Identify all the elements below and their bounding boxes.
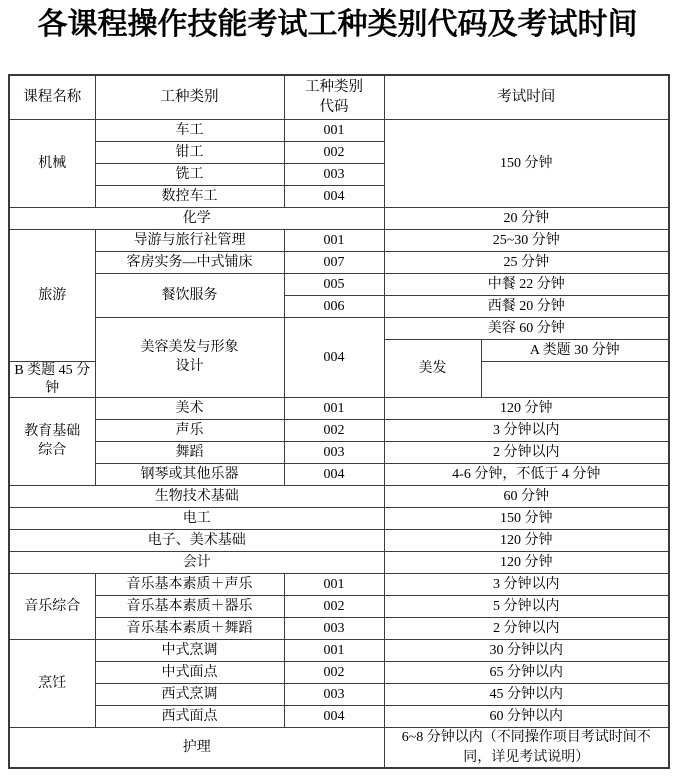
education-course-cell (9, 398, 95, 486)
machinery-course-cell: 机械 (9, 120, 95, 208)
time-cell: 120 分钟 (384, 398, 669, 420)
time-cell: 中餐 22 分钟 (384, 274, 669, 296)
table-row (9, 208, 669, 230)
table-row (9, 574, 669, 596)
exam-table (8, 74, 670, 769)
electrician-label-cell: 电工 (9, 508, 384, 530)
page-title: 各课程操作技能考试工种类别代码及考试时间 (37, 8, 638, 41)
time-cell: 150 分钟 (384, 120, 669, 208)
worktype-cell: 中式面点 (95, 662, 284, 684)
nursing-label-cell: 护理 (9, 728, 384, 769)
time-cell: B 类题 45 分钟 (9, 362, 95, 398)
hairdressing-label-cell: 美发 (384, 340, 481, 398)
worktype-cell: 音乐基本素质＋舞蹈 (95, 618, 284, 640)
table-row (9, 530, 669, 552)
time-cell: 20 分钟 (384, 208, 669, 230)
table-row (9, 596, 669, 618)
time-cell: 西餐 20 分钟 (384, 296, 669, 318)
table-row (9, 252, 669, 274)
header-worktype: 工种类别 (95, 75, 284, 120)
worktype-cell: 西式烹调 (95, 684, 284, 706)
worktype-cell: 中式烹调 (95, 640, 284, 662)
worktype-cell: 钳工 (95, 142, 284, 164)
table-row (9, 640, 669, 662)
time-cell: 25 分钟 (384, 252, 669, 274)
code-cell: 005 (284, 274, 384, 296)
table-row (9, 230, 669, 252)
course-line1: 教育基础 (24, 423, 81, 439)
worktype-cell: 西式面点 (95, 706, 284, 728)
worktype-cell: 导游与旅行社管理 (95, 230, 284, 252)
table-row (9, 398, 669, 420)
worktype-cell: 铣工 (95, 164, 284, 186)
tourism-course-cell: 旅游 (9, 230, 95, 362)
time-cell: 4-6 分钟，不低于 4 分钟 (384, 464, 669, 486)
time-cell: 30 分钟以内 (384, 640, 669, 662)
worktype-cell (95, 318, 284, 398)
code-cell: 004 (284, 464, 384, 486)
code-cell: 003 (284, 164, 384, 186)
time-cell: 美容 60 分钟 (384, 318, 669, 340)
worktype-cell: 美术 (95, 398, 284, 420)
time-cell: 3 分钟以内 (384, 574, 669, 596)
time-cell: 65 分钟以内 (384, 662, 669, 684)
time-cell: 120 分钟 (384, 552, 669, 574)
table-row (9, 618, 669, 640)
table-row (9, 464, 669, 486)
code-cell: 006 (284, 296, 384, 318)
code-cell: 002 (284, 596, 384, 618)
time-cell: 60 分钟以内 (384, 706, 669, 728)
code-cell: 002 (284, 662, 384, 684)
table-row (9, 552, 669, 574)
code-cell: 001 (284, 640, 384, 662)
table-row (9, 442, 669, 464)
time-cell: 2 分钟以内 (384, 442, 669, 464)
code-cell: 007 (284, 252, 384, 274)
code-cell: 003 (284, 618, 384, 640)
time-cell: 150 分钟 (384, 508, 669, 530)
time-cell: 2 分钟以内 (384, 618, 669, 640)
course-line2: 综合 (38, 442, 67, 458)
code-cell: 001 (284, 398, 384, 420)
worktype-cell: 舞蹈 (95, 442, 284, 464)
table-row (9, 684, 669, 706)
header-code (284, 75, 384, 120)
time-cell: 6~8 分钟以内（不同操作项目考试时间不同，详见考试说明） (384, 728, 669, 769)
worktype-line2: 设计 (175, 358, 204, 374)
code-cell: 001 (284, 120, 384, 142)
worktype-cell: 声乐 (95, 420, 284, 442)
time-cell: 120 分钟 (384, 530, 669, 552)
electronics-label-cell: 电子、美术基础 (9, 530, 384, 552)
worktype-cell: 音乐基本素质＋器乐 (95, 596, 284, 618)
code-cell: 003 (284, 684, 384, 706)
worktype-cell: 钢琴或其他乐器 (95, 464, 284, 486)
worktype-line1: 美容美发与形象 (140, 339, 239, 355)
table-row (9, 420, 669, 442)
code-cell: 003 (284, 442, 384, 464)
code-cell: 002 (284, 142, 384, 164)
table-row (9, 508, 669, 530)
header-row (9, 75, 669, 120)
code-cell: 002 (284, 420, 384, 442)
table-row (9, 706, 669, 728)
table-row (9, 120, 669, 142)
code-cell: 001 (284, 574, 384, 596)
header-code-line1: 工种类别 (305, 78, 363, 95)
time-cell: 45 分钟以内 (384, 684, 669, 706)
time-cell: 5 分钟以内 (384, 596, 669, 618)
table-row (9, 318, 669, 340)
header-code-line2: 代码 (319, 98, 349, 115)
table-row (9, 274, 669, 296)
worktype-cell: 餐饮服务 (95, 274, 284, 318)
time-cell: 3 分钟以内 (384, 420, 669, 442)
time-cell: A 类题 30 分钟 (481, 340, 669, 362)
code-cell: 004 (284, 186, 384, 208)
time-cell: 60 分钟 (384, 486, 669, 508)
header-course: 课程名称 (9, 75, 95, 120)
worktype-cell: 数控车工 (95, 186, 284, 208)
code-cell: 004 (284, 318, 384, 398)
table-row (9, 486, 669, 508)
table-row (9, 662, 669, 684)
table-row (9, 728, 669, 769)
accounting-label-cell: 会计 (9, 552, 384, 574)
code-cell: 004 (284, 706, 384, 728)
worktype-cell: 客房实务—中式铺床 (95, 252, 284, 274)
music-course-cell: 音乐综合 (9, 574, 95, 640)
biotech-label-cell: 生物技术基础 (9, 486, 384, 508)
chemistry-label-cell: 化学 (9, 208, 384, 230)
time-cell: 25~30 分钟 (384, 230, 669, 252)
worktype-cell: 车工 (95, 120, 284, 142)
code-cell: 001 (284, 230, 384, 252)
header-time: 考试时间 (384, 75, 669, 120)
cooking-course-cell: 烹饪 (9, 640, 95, 728)
worktype-cell: 音乐基本素质＋声乐 (95, 574, 284, 596)
